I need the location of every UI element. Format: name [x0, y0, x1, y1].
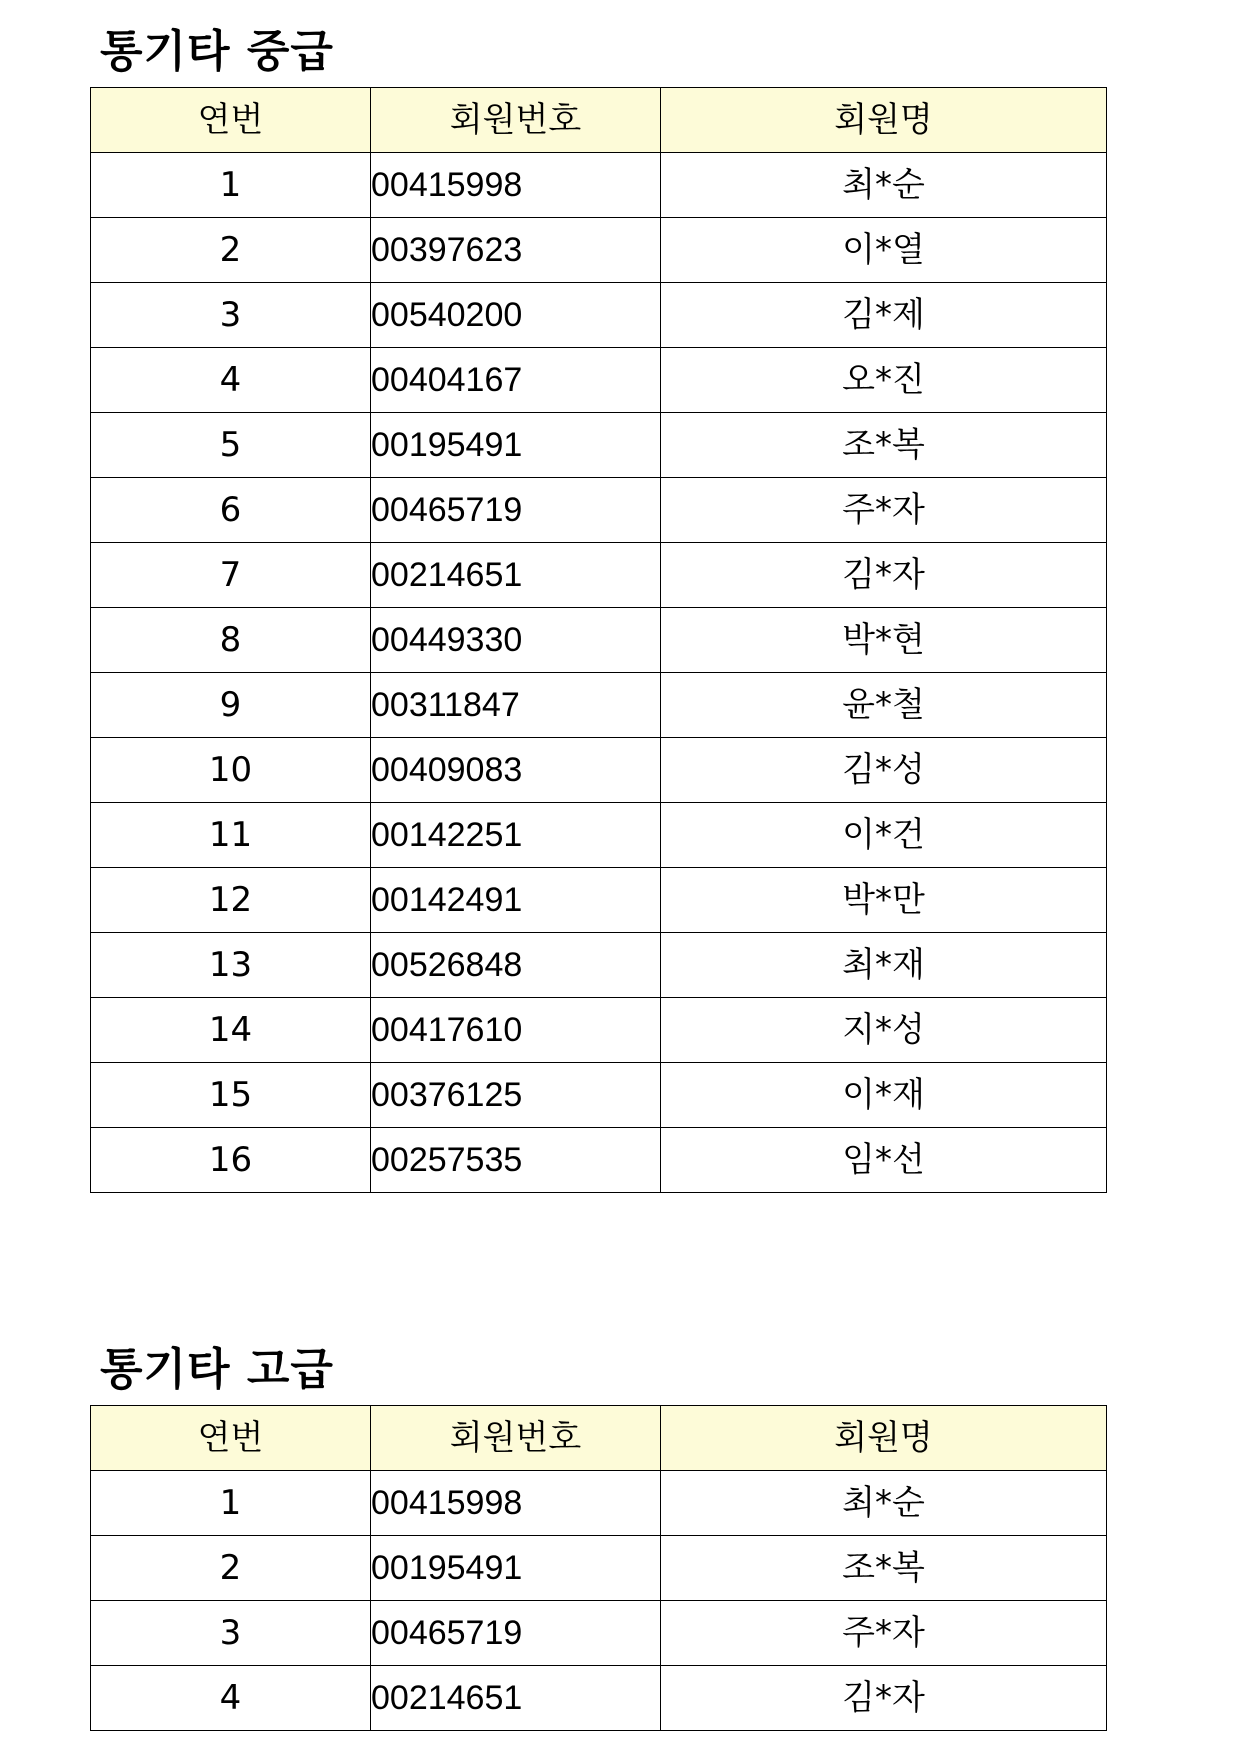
member-id-cell: 00417610: [371, 998, 661, 1063]
member-id-cell: 00449330: [371, 608, 661, 673]
table-row: [91, 608, 1107, 673]
table-row: [91, 283, 1107, 348]
member-name-cell: 최*순: [661, 1471, 1107, 1536]
serial-number-cell: 11: [91, 803, 371, 868]
table-body: [91, 1471, 1107, 1731]
table-row: [91, 673, 1107, 738]
serial-number-cell: 7: [91, 543, 371, 608]
section-title-advanced: 통기타 고급: [100, 1344, 334, 1395]
table-row: [91, 933, 1107, 998]
member-id-cell: 00465719: [371, 478, 661, 543]
serial-number-cell: 4: [91, 1666, 371, 1731]
advanced-member-table: [90, 1405, 1107, 1731]
serial-number-cell: 8: [91, 608, 371, 673]
serial-number-cell: 14: [91, 998, 371, 1063]
member-id-cell: 00409083: [371, 738, 661, 803]
serial-number-cell: 13: [91, 933, 371, 998]
header-member-id: 회원번호: [371, 1406, 661, 1471]
serial-number-cell: 5: [91, 413, 371, 478]
table-header-row: [91, 1406, 1107, 1471]
serial-number-cell: 4: [91, 348, 371, 413]
serial-number-cell: 2: [91, 218, 371, 283]
member-name-cell: 임*선: [661, 1128, 1107, 1193]
member-name-cell: 오*진: [661, 348, 1107, 413]
section-title-intermediate: 통기타 중급: [100, 26, 334, 77]
serial-number-cell: 3: [91, 283, 371, 348]
member-name-cell: 주*자: [661, 478, 1107, 543]
header-serial-number: 연번: [91, 1406, 371, 1471]
serial-number-cell: 6: [91, 478, 371, 543]
member-name-cell: 이*재: [661, 1063, 1107, 1128]
intermediate-member-table: [90, 87, 1107, 1193]
member-name-cell: 조*복: [661, 1536, 1107, 1601]
member-name-cell: 김*자: [661, 543, 1107, 608]
table-row: [91, 1666, 1107, 1731]
table-row: [91, 478, 1107, 543]
table-row: [91, 348, 1107, 413]
serial-number-cell: 10: [91, 738, 371, 803]
member-id-cell: 00195491: [371, 1536, 661, 1601]
member-name-cell: 조*복: [661, 413, 1107, 478]
serial-number-cell: 1: [91, 1471, 371, 1536]
table-header-row: [91, 88, 1107, 153]
table-row: [91, 1128, 1107, 1193]
member-name-cell: 박*현: [661, 608, 1107, 673]
member-name-cell: 최*재: [661, 933, 1107, 998]
member-name-cell: 지*성: [661, 998, 1107, 1063]
table-row: [91, 868, 1107, 933]
member-name-cell: 주*자: [661, 1601, 1107, 1666]
table-row: [91, 1471, 1107, 1536]
serial-number-cell: 1: [91, 153, 371, 218]
serial-number-cell: 12: [91, 868, 371, 933]
table-row: [91, 998, 1107, 1063]
member-name-cell: 김*제: [661, 283, 1107, 348]
table-row: [91, 413, 1107, 478]
serial-number-cell: 9: [91, 673, 371, 738]
member-id-cell: 00311847: [371, 673, 661, 738]
table-row: [91, 738, 1107, 803]
header-member-name: 회원명: [661, 88, 1107, 153]
table-row: [91, 218, 1107, 283]
member-name-cell: 김*성: [661, 738, 1107, 803]
table-row: [91, 1063, 1107, 1128]
table-body: [91, 153, 1107, 1193]
member-id-cell: 00214651: [371, 543, 661, 608]
member-name-cell: 이*건: [661, 803, 1107, 868]
member-name-cell: 윤*철: [661, 673, 1107, 738]
serial-number-cell: 2: [91, 1536, 371, 1601]
member-id-cell: 00404167: [371, 348, 661, 413]
table-row: [91, 543, 1107, 608]
serial-number-cell: 15: [91, 1063, 371, 1128]
table-row: [91, 803, 1107, 868]
member-name-cell: 최*순: [661, 153, 1107, 218]
member-id-cell: 00142491: [371, 868, 661, 933]
member-id-cell: 00526848: [371, 933, 661, 998]
table-row: [91, 1601, 1107, 1666]
member-id-cell: 00376125: [371, 1063, 661, 1128]
member-id-cell: 00415998: [371, 1471, 661, 1536]
member-id-cell: 00415998: [371, 153, 661, 218]
member-id-cell: 00142251: [371, 803, 661, 868]
member-id-cell: 00257535: [371, 1128, 661, 1193]
member-id-cell: 00214651: [371, 1666, 661, 1731]
member-name-cell: 김*자: [661, 1666, 1107, 1731]
member-name-cell: 이*열: [661, 218, 1107, 283]
member-id-cell: 00397623: [371, 218, 661, 283]
header-member-id: 회원번호: [371, 88, 661, 153]
serial-number-cell: 16: [91, 1128, 371, 1193]
table-row: [91, 1536, 1107, 1601]
serial-number-cell: 3: [91, 1601, 371, 1666]
member-name-cell: 박*만: [661, 868, 1107, 933]
header-member-name: 회원명: [661, 1406, 1107, 1471]
header-serial-number: 연번: [91, 88, 371, 153]
member-id-cell: 00195491: [371, 413, 661, 478]
table-row: [91, 153, 1107, 218]
member-id-cell: 00540200: [371, 283, 661, 348]
member-id-cell: 00465719: [371, 1601, 661, 1666]
